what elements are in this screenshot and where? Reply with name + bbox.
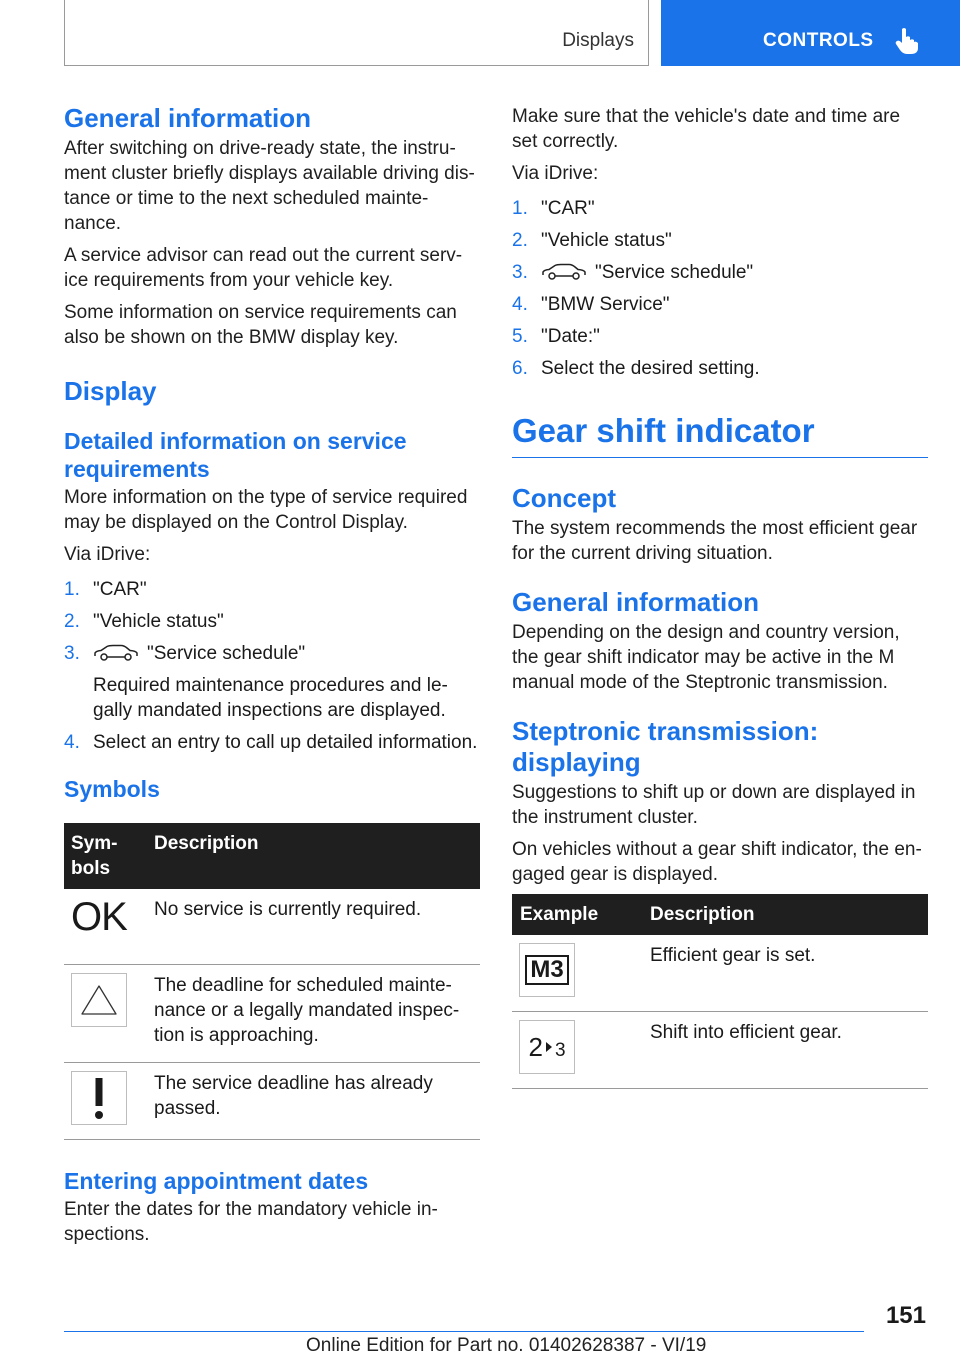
table-row [64, 964, 480, 1062]
header-chapter-tab[interactable] [661, 0, 960, 66]
gear-m3-label: M3 [525, 955, 568, 985]
table-row [512, 935, 928, 1012]
list-item: 2. "Vehicle status" [512, 230, 672, 251]
general-paragraph-3: Some information on service requirements can also be shown on the BMW display key. [64, 302, 457, 348]
exclamation-icon [71, 1071, 127, 1125]
list-item: 1. "CAR" [64, 579, 147, 600]
ok-symbol: OK [71, 895, 127, 939]
steptronic-paragraph-1: Suggestions to shift up or down are displayed in the instrument cluster. [512, 782, 916, 828]
shift-up-icon [519, 1020, 575, 1074]
table-cell-description: No service is currently required. [147, 889, 480, 964]
header-section-title: Displays [562, 30, 634, 51]
concept-heading: Concept [512, 483, 616, 513]
pointing-hand-icon [895, 27, 921, 55]
table-cell-description: The deadline for scheduled mainte‐nance or a legally mandated inspec‐tion is approaching. [147, 964, 480, 1062]
detailed-paragraph: More information on the type of service required may be displayed on the Control Display. [64, 487, 468, 533]
date-paragraph: Make sure that the vehicle's date and time are set correctly. [512, 106, 901, 152]
table-header-example: Example [512, 894, 643, 935]
list-item: 4. "BMW Service" [512, 294, 670, 315]
date-steps-list [512, 196, 928, 381]
list-item: 2. "Vehicle status" [64, 611, 224, 632]
gear-example-table [512, 894, 928, 1089]
table-cell-description: Efficient gear is set. [643, 935, 928, 1012]
warning-triangle-icon [71, 973, 127, 1027]
general-paragraph-1: After switching on drive-ready state, the instru‐ment cluster briefly displays available driving dis‐tance or time to the next scheduled mainte‐nance. [64, 138, 475, 234]
appointments-paragraph: Enter the dates for the mandatory vehicle in‐spections. [64, 1198, 438, 1245]
detailed-information-heading: Detailed information on service requirements [64, 428, 407, 482]
list-item: 5. "Date:" [512, 326, 600, 347]
appointments-heading: Entering appointment dates [64, 1167, 369, 1194]
right-column [512, 104, 928, 1089]
list-item: 3. "Service schedule" Required maintenance procedures and le‐gally mandated inspections are displayed. [64, 641, 480, 723]
steptronic-paragraph-2: On vehicles without a gear shift indicator, the en‐gaged gear is displayed. [512, 839, 922, 885]
table-header-description: Description [643, 894, 928, 935]
via-idrive-label-right: Via iDrive: [512, 163, 599, 184]
car-icon [541, 263, 587, 281]
list-item: 1. "CAR" [512, 198, 595, 219]
table-header-symbols: Sym‐bols [64, 823, 147, 889]
display-heading: Display [64, 376, 157, 406]
table-row [512, 1012, 928, 1089]
gear-general-paragraph: Depending on the design and country version, the gear shift indicator may be active in the M manual mode of the Steptronic transmission. [512, 622, 900, 693]
table-cell-description: The service deadline has already passed. [147, 1062, 480, 1139]
table-cell-description: Shift into efficient gear. [643, 1012, 928, 1089]
gear-m3-icon [519, 943, 575, 997]
general-paragraph-2: A service advisor can read out the current serv‐ice requirements from your vehicle key. [64, 245, 463, 291]
service-steps-list [64, 577, 480, 755]
symbols-heading: Symbols [64, 776, 160, 802]
page-number: 151 [885, 1302, 926, 1329]
steptronic-heading: Steptronic transmission: displaying [512, 716, 819, 777]
concept-paragraph: The system recommends the most efficient gear for the current driving situation. [512, 518, 918, 564]
car-icon [93, 644, 139, 662]
footer-divider [64, 1331, 864, 1332]
table-header-description: Description [147, 823, 480, 889]
via-idrive-label: Via iDrive: [64, 544, 151, 565]
table-row [64, 1062, 480, 1139]
header-chapter-title: CONTROLS [763, 30, 874, 51]
header-section-box [64, 0, 649, 66]
gear-general-heading: General information [512, 587, 760, 617]
general-information-heading: General information [64, 103, 312, 133]
gear-shift-indicator-heading: Gear shift indicator [512, 411, 928, 458]
footer-edition: Online Edition for Part no. 01402628387 - VI/19 [306, 1335, 707, 1356]
shift-from-gear: 2 [528, 1032, 543, 1062]
left-column [64, 102, 480, 1254]
table-row [64, 889, 480, 964]
symbols-table [64, 823, 480, 1140]
shift-arrow-icon [545, 1041, 553, 1053]
shift-to-gear: 3 [554, 1039, 566, 1061]
list-item: 6. Select the desired setting. [512, 358, 760, 379]
list-item: 3. "Service schedule" [512, 262, 754, 283]
step-sub-text: Required maintenance procedures and le‐gally mandated inspections are displayed. [93, 675, 448, 721]
list-item: 4. Select an entry to call up detailed information. [64, 732, 478, 753]
